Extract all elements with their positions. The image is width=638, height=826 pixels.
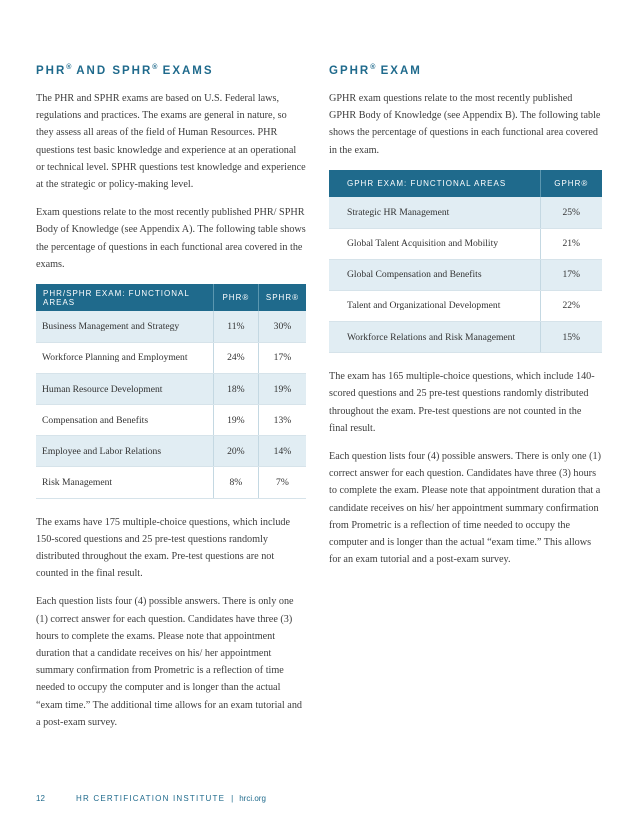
gphr-percent-cell: 25%	[540, 197, 602, 228]
sphr-percent-cell: 13%	[258, 405, 306, 436]
gphr-percent-cell: 21%	[540, 228, 602, 259]
gphr-percent-cell: 17%	[540, 259, 602, 290]
footer-org-name: HR CERTIFICATION INSTITUTE	[76, 793, 226, 803]
table-row	[329, 228, 602, 259]
header-sphr: SPHR®	[258, 284, 306, 311]
area-cell: Business Management and Strategy	[36, 311, 213, 342]
sphr-percent-cell: 17%	[258, 342, 306, 373]
area-cell: Workforce Planning and Employment	[36, 342, 213, 373]
table-row	[36, 311, 306, 342]
phr-percent-cell: 18%	[213, 373, 258, 404]
table-header-row	[329, 170, 602, 197]
section-title-phr-sphr: PHR® AND SPHR® EXAMS	[36, 64, 214, 77]
table-row	[36, 342, 306, 373]
table-row	[36, 405, 306, 436]
table-row	[329, 322, 602, 353]
header-gphr: GPHR®	[540, 170, 602, 197]
page-number: 12	[36, 793, 45, 803]
area-cell: Workforce Relations and Risk Management	[329, 322, 540, 353]
header-functional-areas: PHR/SPHR EXAM: FUNCTIONAL AREAS	[36, 284, 213, 311]
gphr-answer-rules: Each question lists four (4) possible answers. There is only one (1) correct answer for each question. Candidates have three (3) hours to complete the exam. Please note that appointment duration that a candidate receives on his/ her appointment summary confirmation from Prometric is a reflection of time needed to occupy the computer and is longer than the actual “exam time.” This allows for an exam tutorial and a post-exam survey.	[329, 451, 601, 566]
table-row	[36, 467, 306, 498]
table-row	[329, 197, 602, 228]
gphr-question-count: The exam has 165 multiple-choice questions, which include 140-scored questions and 25 pre-test questions randomly distributed throughout the exam. Pre-test questions are not counted in the final result.	[329, 371, 595, 434]
phr-sphr-answer-rules: Each question lists four (4) possible answers. There is only one (1) correct answer for each question. Candidates have three (3) hours to complete the exams. Please note that appointment duration that a candidate receives on his/ her appointment summary confirmation from Prometric is a reflection of time needed to occupy the computer and is longer than the actual “exam time.” The additional time allows for an exam tutorial and a post-exam survey.	[36, 596, 303, 728]
area-cell: Risk Management	[36, 467, 213, 498]
phr-percent-cell: 8%	[213, 467, 258, 498]
section-title-gphr: GPHR® EXAM	[329, 64, 422, 77]
sphr-percent-cell: 14%	[258, 436, 306, 467]
table-row	[329, 290, 602, 321]
area-cell: Strategic HR Management	[329, 197, 540, 228]
table-row	[36, 436, 306, 467]
area-cell: Talent and Organizational Development	[329, 290, 540, 321]
gphr-percent-cell: 22%	[540, 290, 602, 321]
phr-sphr-functional-areas-table	[36, 284, 306, 499]
page-footer	[36, 791, 266, 805]
gphr-percent-cell: 15%	[540, 322, 602, 353]
area-cell: Employee and Labor Relations	[36, 436, 213, 467]
gphr-functional-areas-table	[329, 170, 602, 353]
table-row	[36, 373, 306, 404]
phr-sphr-question-count: The exams have 175 multiple-choice questions, which include 150-scored questions and 25 pre-test questions randomly distributed throughout the exam. Pre-test questions are not counted in the final result.	[36, 516, 291, 580]
footer-website-link[interactable]: hrci.org	[239, 793, 266, 803]
gphr-intro: GPHR exam questions relate to the most recently published GPHR Body of Knowledge (see Appendix B). The following table shows the percentage of questions in each functional area covered in the exam.	[329, 93, 601, 156]
phr-sphr-section	[36, 64, 306, 742]
header-functional-areas: GPHR EXAM: FUNCTIONAL AREAS	[329, 170, 540, 197]
sphr-percent-cell: 30%	[258, 311, 306, 342]
gphr-section	[329, 64, 602, 579]
footer-separator: |	[231, 793, 234, 803]
area-cell: Global Talent Acquisition and Mobility	[329, 228, 540, 259]
phr-percent-cell: 20%	[213, 436, 258, 467]
area-cell: Compensation and Benefits	[36, 405, 213, 436]
phr-percent-cell: 11%	[213, 311, 258, 342]
table-header-row	[36, 284, 306, 311]
area-cell: Human Resource Development	[36, 373, 213, 404]
sphr-percent-cell: 7%	[258, 467, 306, 498]
phr-sphr-exam-reference: Exam questions relate to the most recently published PHR/ SPHR Body of Knowledge (see Appendix A). The following table shows the percentage of questions in each functional area covered in the exams.	[36, 207, 306, 270]
sphr-percent-cell: 19%	[258, 373, 306, 404]
header-phr: PHR®	[213, 284, 258, 311]
phr-sphr-intro: The PHR and SPHR exams are based on U.S. Federal laws, regulations and practices. The exams are general in nature, so they assess all areas of the field of Human Resources. PHR questions test basic knowledge and experience at an operational or technical level. SPHR questions test knowledge and experience at the strategic or policy-making level.	[36, 93, 306, 191]
phr-percent-cell: 24%	[213, 342, 258, 373]
area-cell: Global Compensation and Benefits	[329, 259, 540, 290]
phr-percent-cell: 19%	[213, 405, 258, 436]
table-row	[329, 259, 602, 290]
